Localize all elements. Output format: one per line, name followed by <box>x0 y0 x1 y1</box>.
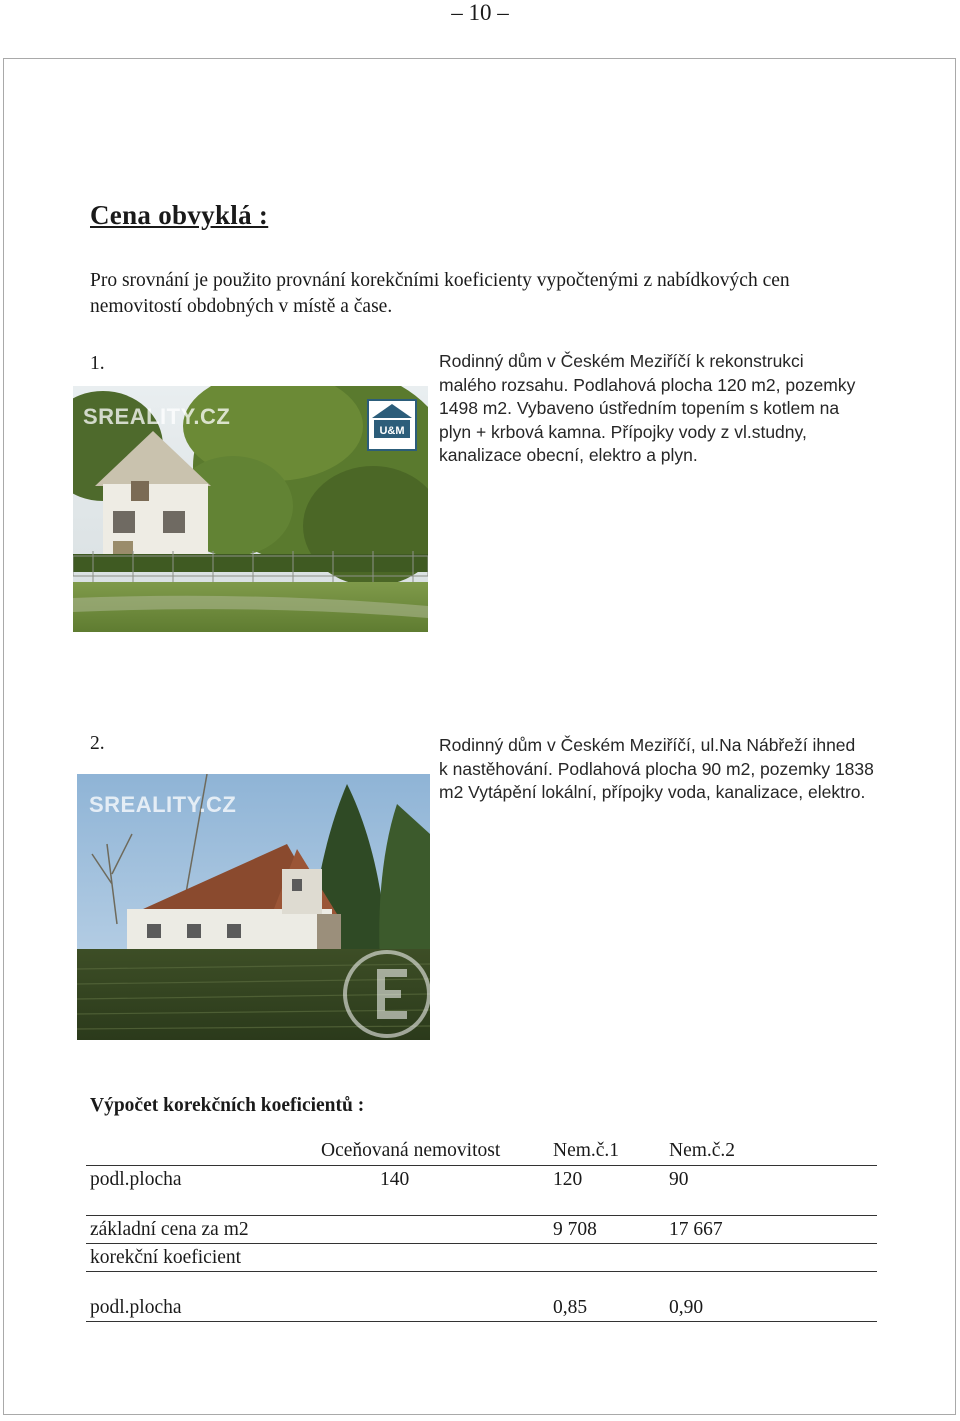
table-rule <box>86 1215 877 1216</box>
column-header-valued-property: Oceňovaná nemovitost <box>321 1140 501 1161</box>
agency-logo-text: U&M <box>379 425 405 437</box>
listing-1-watermark: SREALITY.CZ <box>83 404 231 429</box>
cell-property-1: 120 <box>553 1169 583 1190</box>
page-number: – 10 – <box>451 0 509 25</box>
listing-2-number: 2. <box>90 733 105 754</box>
calculation-heading: Výpočet korekčních koeficientů : <box>90 1095 365 1116</box>
row-label: korekční koeficient <box>90 1247 242 1268</box>
listing-1-number: 1. <box>90 353 105 374</box>
listing-1-description <box>439 350 879 468</box>
row-label: podl.plocha <box>90 1297 182 1318</box>
cell-property-2: 0,90 <box>669 1297 704 1318</box>
row-label: základní cena za m2 <box>90 1219 249 1240</box>
cell-property-2: 17 667 <box>669 1219 723 1240</box>
listing-2-line: m2 Vytápění lokální, přípojky voda, kanalizace, elektro. <box>439 782 866 802</box>
listing-1-photo <box>73 386 428 632</box>
listing-1-line: Rodinný dům v Českém Meziříčí k rekonstrukci <box>439 351 804 371</box>
cell-valued-property: 140 <box>380 1169 410 1190</box>
cell-property-1: 0,85 <box>553 1297 588 1318</box>
agency-logo-icon <box>368 400 416 450</box>
listing-2-line: Rodinný dům v Českém Meziříčí, ul.Na Nábřeží ihned <box>439 735 856 755</box>
column-header-property-2: Nem.č.2 <box>669 1140 736 1161</box>
cell-property-1: 9 708 <box>553 1219 597 1240</box>
listing-2-line: k nastěhování. Podlahová plocha 90 m2, pozemky 1838 <box>439 758 874 779</box>
cell-property-2: 90 <box>669 1169 689 1190</box>
listing-1-line: malého rozsahu. Podlahová plocha 120 m2, pozemky <box>439 374 856 395</box>
table-rule <box>86 1165 877 1166</box>
listing-1-line: 1498 m2. Vybaveno ústředním topením s kotlem na <box>439 398 840 418</box>
listing-2-photo <box>77 774 430 1040</box>
listing-2-description <box>439 734 884 805</box>
table-rule <box>86 1321 877 1322</box>
column-header-property-1: Nem.č.1 <box>553 1140 620 1161</box>
row-label: podl.plocha <box>90 1169 182 1190</box>
section-heading: Cena obvyklá : <box>90 200 269 230</box>
listing-2-watermark: SREALITY.CZ <box>89 792 237 817</box>
table-rule <box>86 1271 877 1272</box>
listing-1-line: kanalizace obecní, elektro a plyn. <box>439 445 698 465</box>
intro-paragraph: Pro srovnání je použito provnání korekčními koeficienty vypočtenými z nabídkových cen nemovitostí obdobných v místě a čase. <box>90 270 790 317</box>
listing-1-line: plyn + krbová kamna. Přípojky vody z vl.studny, <box>439 421 807 442</box>
table-rule <box>86 1243 877 1244</box>
